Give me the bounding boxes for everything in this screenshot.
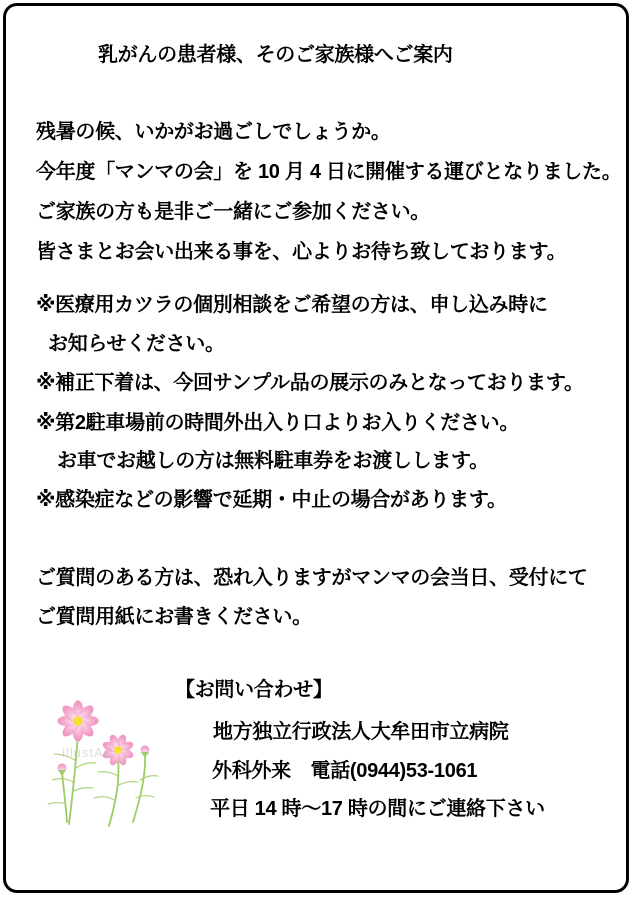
note-parking-line-2: お車でお越しの方は無料駐車券をお渡しします。	[57, 450, 489, 472]
stock-watermark: illustAC	[62, 745, 115, 760]
cosmos-flowers-illustration	[36, 690, 166, 830]
contact-phone: 外科外来 電話(0944)53-1061	[212, 760, 478, 782]
flower-bud-left	[58, 764, 67, 777]
note-wig-line-1: ※医療用カツラの個別相談をご希望の方は、申し込み時に	[36, 294, 548, 316]
doc-title: 乳がんの患者様、そのご家族様へご案内	[98, 44, 453, 66]
question-line-1: ご質問のある方は、恐れ入りますがマンマの会当日、受付にて	[36, 567, 588, 589]
note-infection: ※感染症などの影響で延期・中止の場合があります。	[36, 489, 507, 511]
note-underwear: ※補正下着は、今回サンプル品の展示のみとなっております。	[36, 372, 584, 394]
note-wig-line-2: お知らせください。	[48, 333, 225, 355]
greeting-line-1: 残暑の候、いかがお過ごしでしょうか。	[36, 121, 391, 143]
greeting-line-2: 今年度「マンマの会」を 10 月 4 日に開催する運びとなりました。	[36, 161, 622, 183]
contact-hours: 平日 14 時～17 時の間にご連絡下さい	[210, 798, 545, 820]
contact-heading: 【お問い合わせ】	[175, 679, 333, 701]
flower-bud-right	[141, 746, 150, 759]
contact-hospital: 地方独立行政法人大牟田市立病院	[213, 721, 509, 743]
flower-large	[58, 701, 99, 742]
question-line-2: ご質問用紙にお書きください。	[36, 606, 312, 628]
greeting-line-3: ご家族の方も是非ご一緒にご参加ください。	[36, 201, 430, 223]
note-parking-line-1: ※第2駐車場前の時間外出入り口よりお入りください。	[36, 412, 520, 434]
greeting-line-4: 皆さまとお会い出来る事を、心よりお待ち致しております。	[36, 241, 567, 263]
